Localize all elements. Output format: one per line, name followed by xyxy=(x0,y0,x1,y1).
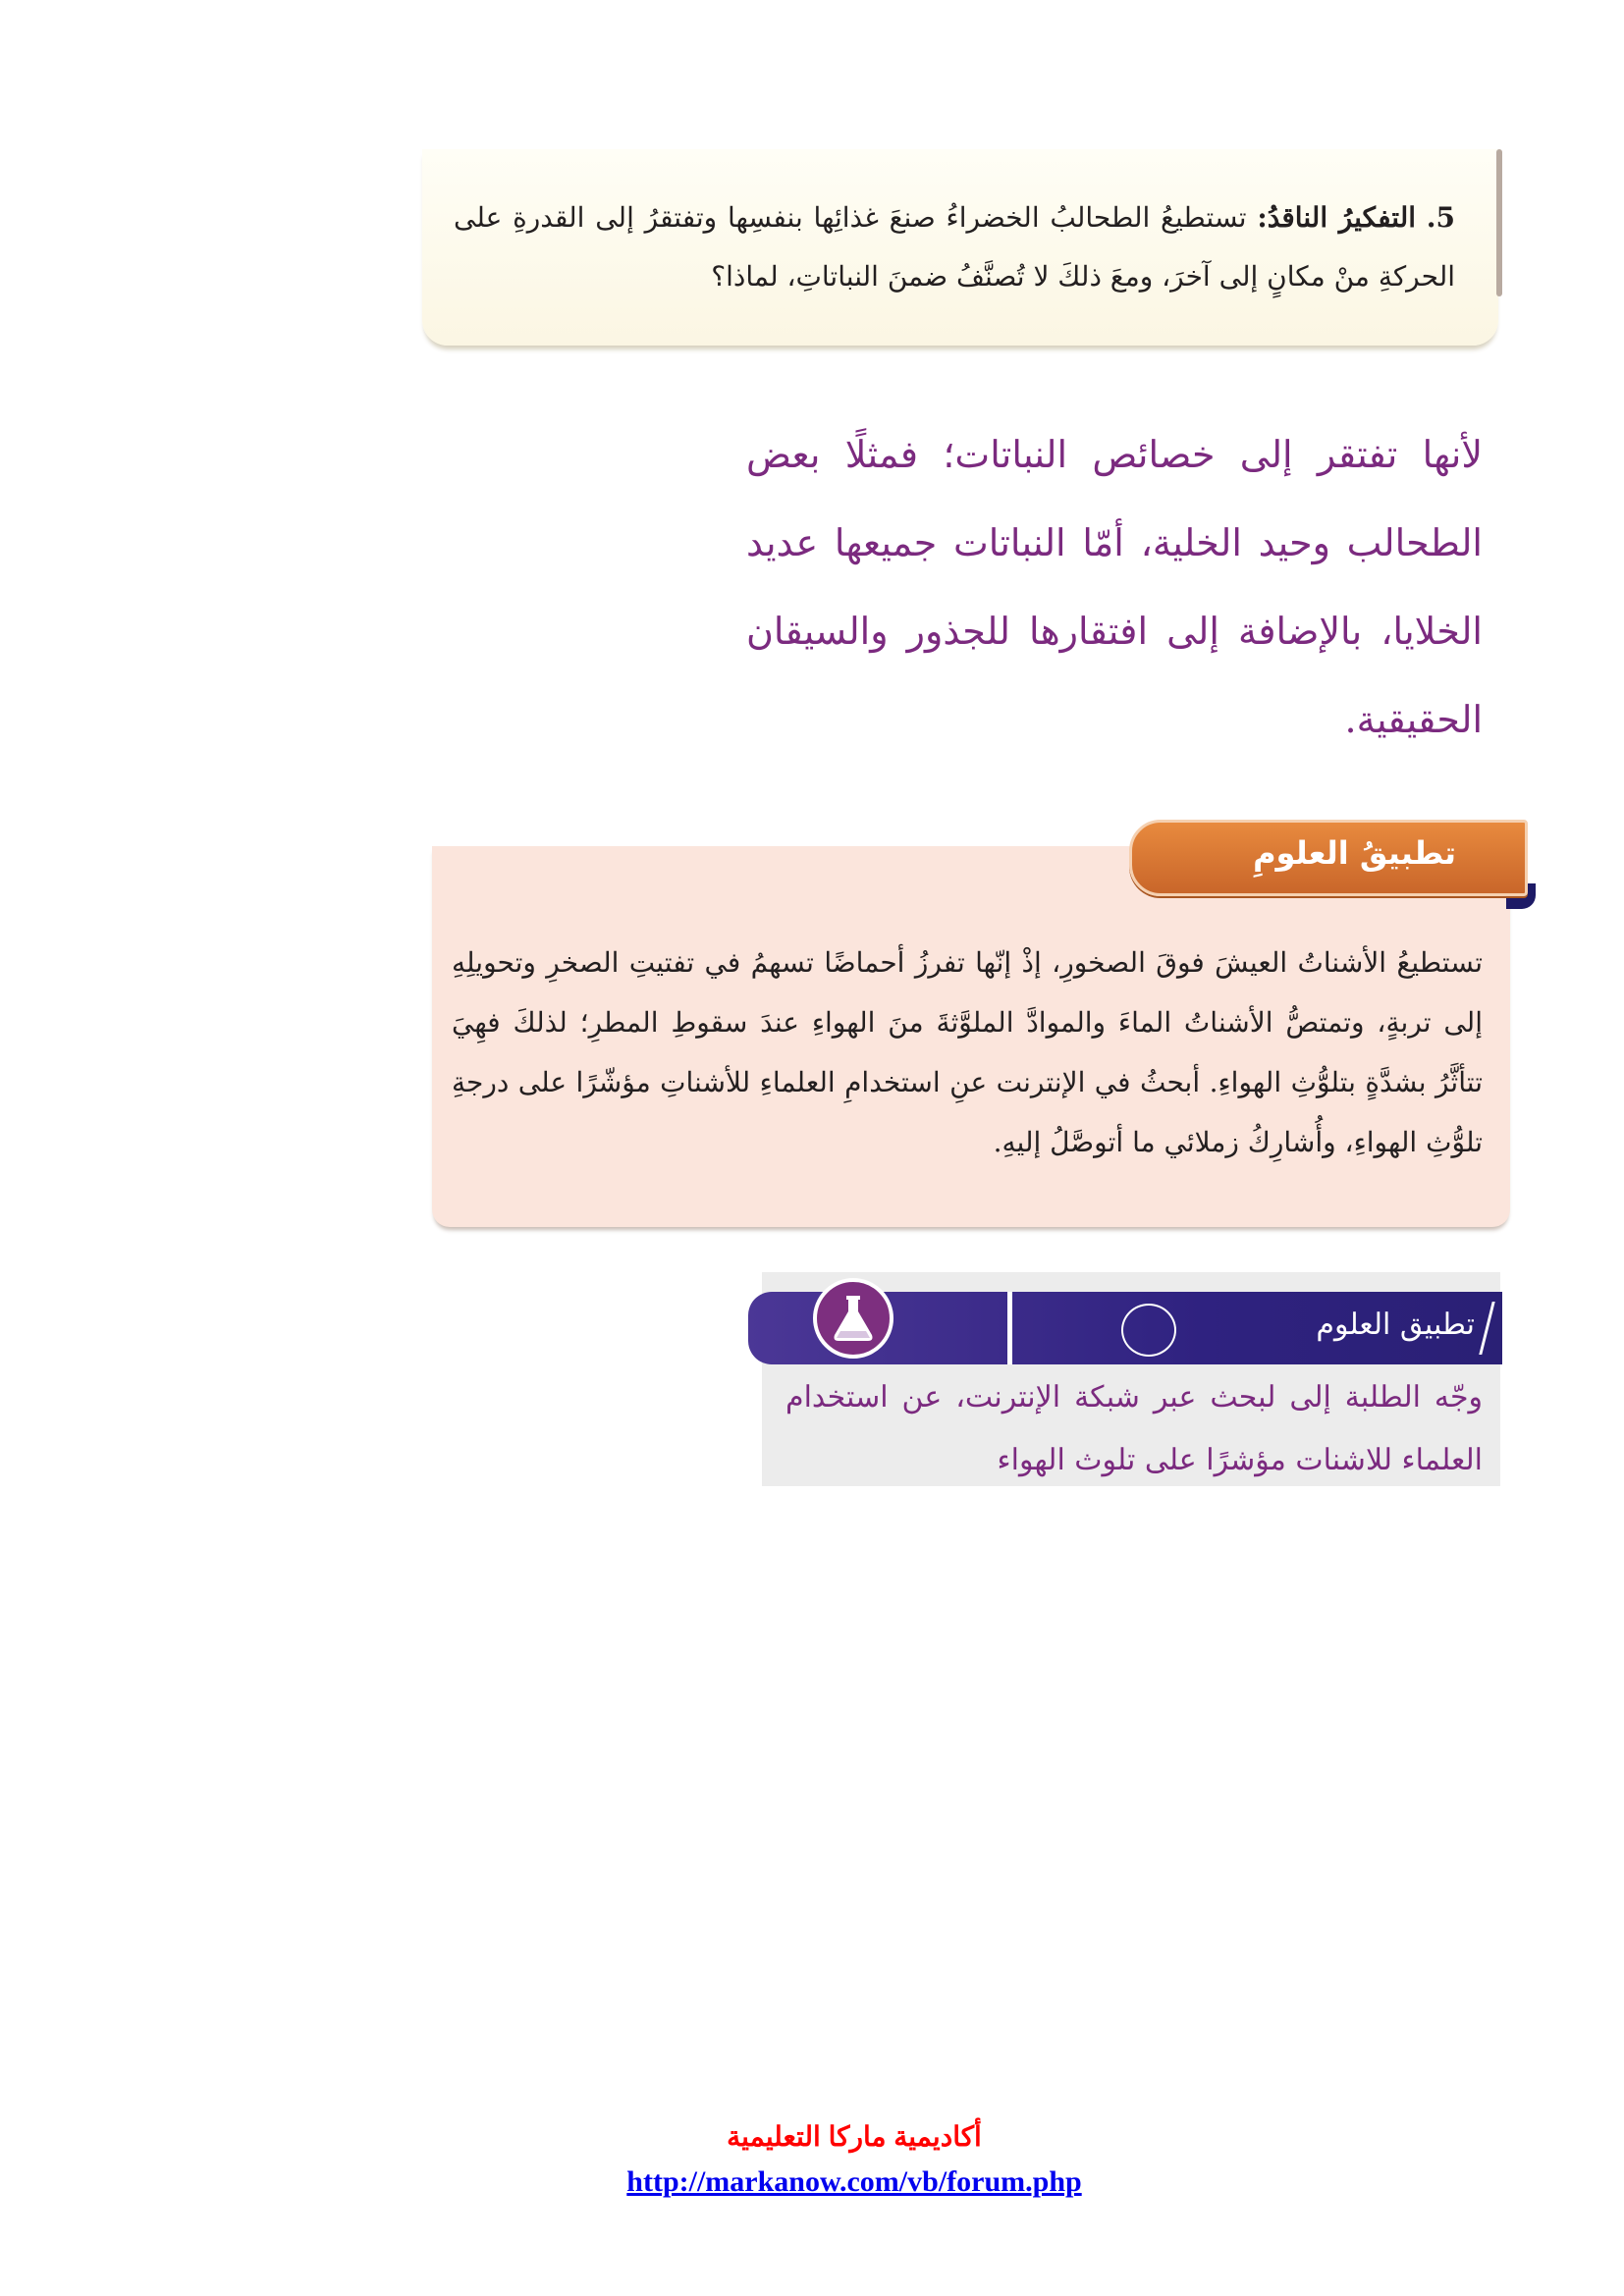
footer-academy-name: أكاديمية ماركا التعليمية xyxy=(727,2121,982,2152)
science-application-title: تطبيقُ العلومِ xyxy=(1253,834,1456,872)
card-edge-divider xyxy=(1496,149,1502,296)
header-divider xyxy=(1007,1292,1012,1364)
science-application-tab xyxy=(1129,820,1528,896)
footer-link[interactable]: http://markanow.com/vb/forum.php xyxy=(626,2165,1082,2198)
question-text: تستطيعُ الطحالبُ الخضراءُ صنعَ غذائِها بنفسِها وتفتقرُ إلى القدرةِ على الحركةِ منْ مكانٍ إلى آخرَ، ومعَ ذلكَ لا تُصنَّفُ ضمنَ النباتاتِ، لماذا؟ xyxy=(454,201,1455,293)
answer-text: لأنها تفتقر إلى خصائص النباتات؛ فمثلًا بعض الطحالب وحيد الخلية، أمّا النباتات جميعها عديد الخلايا، بالإضافة إلى افتقارها للجذور والسيقان الحقيقية. xyxy=(746,433,1483,741)
critical-thinking-card xyxy=(422,149,1498,346)
circle-icon xyxy=(1121,1304,1176,1357)
question-number: 5. xyxy=(1426,201,1456,234)
science-application-text: تستطيعُ الأشناتُ العيشَ فوقَ الصخورِ، إذْ إنّها تفرزُ أحماضًا تسهمُ في تفتيتِ الصخرِ وتحويلِهِ إلى تربةٍ، وتمتصُّ الأشناتُ الماءَ والموادَّ الملوَّثةَ منَ الهواءِ عندَ سقوطِ المطرِ؛ لذلكَ فهِيَ تتأثَّرُ بشدَّةٍ بتلوُّثِ الهواءِ. أبحثُ في الإنترنت عنِ استخدامِ العلماءِ للأشناتِ مؤشّرًا على درجةِ تلوُّثِ الهواءِ، وأُشارِكُ زملائي ما أتوصَّلُ إليهِ. xyxy=(452,946,1484,1158)
flask-icon xyxy=(813,1278,893,1359)
teacher-note-text: وجّه الطلبة إلى لبحث عبر شبكة الإنترنت، عن استخدام العلماء للاشنات مؤشرًا على تلوث الهواء xyxy=(785,1380,1483,1477)
question-5 xyxy=(454,188,1455,306)
slash-decoration xyxy=(1479,1302,1494,1355)
question-title: التفكيرُ الناقدُ: xyxy=(1257,201,1417,234)
science-application-card xyxy=(432,846,1510,1227)
teacher-note-title: تطبيق العلوم xyxy=(1316,1308,1475,1342)
